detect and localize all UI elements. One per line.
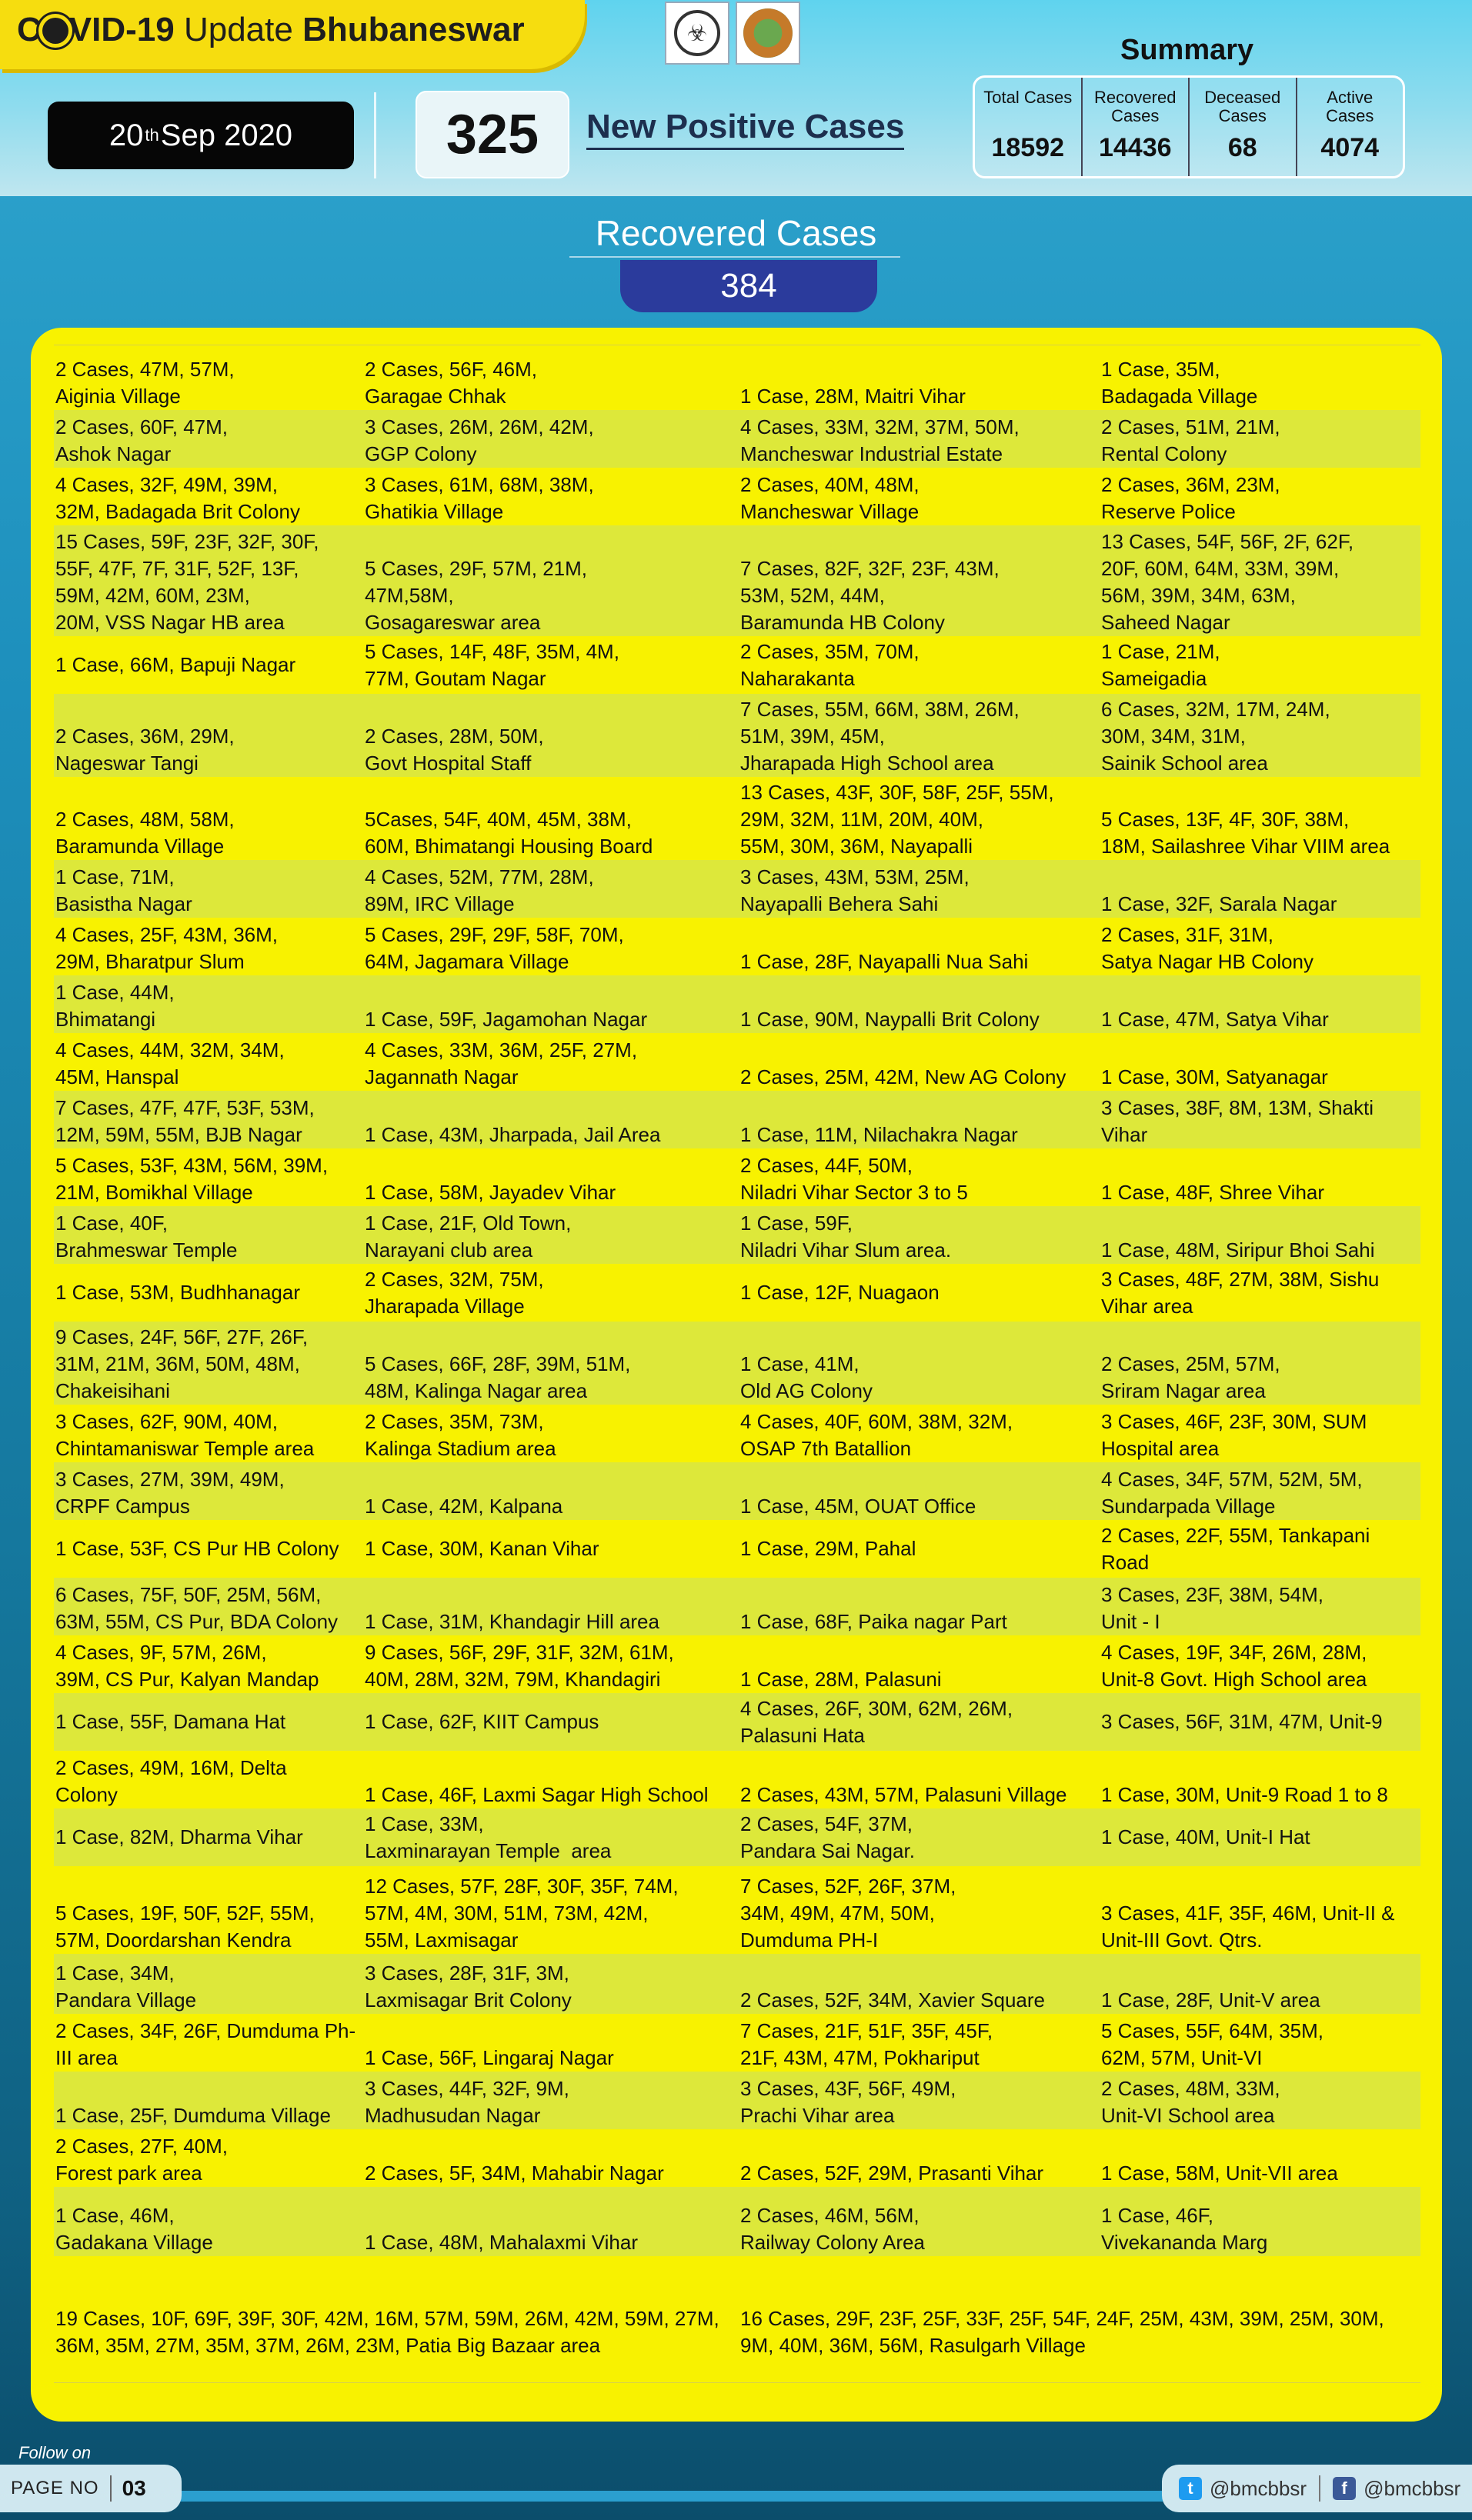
table-cell: 4 Cases, 19F, 34F, 26M, 28M, Unit-8 Govt. High School area xyxy=(1101,1641,1367,1691)
summary-label: Recovered Cases xyxy=(1094,88,1177,125)
table-cell: 1 Case, 68F, Paika nagar Part xyxy=(740,1610,1007,1633)
table-cell: 1 Case, 33M, Laxminarayan Temple area xyxy=(365,1812,612,1862)
table-cell: 7 Cases, 55M, 66M, 38M, 26M, 51M, 39M, 45M, Jharapada High School area xyxy=(740,698,1020,775)
summary-label: Deceased Cases xyxy=(1204,88,1281,125)
table-cell: 1 Case, 41M, Old AG Colony xyxy=(740,1352,873,1402)
recovered-cases-table xyxy=(54,345,1420,2256)
table-cell: 3 Cases, 48F, 27M, 38M, Sishu Vihar area xyxy=(1101,1267,1380,1318)
table-cell: 7 Cases, 47F, 47F, 53F, 53M, 12M, 59M, 55M, BJB Nagar xyxy=(55,1096,315,1146)
table-cell: 2 Cases, 52F, 34M, Xavier Square xyxy=(740,1988,1045,2012)
page-label: PAGE NO xyxy=(11,2478,99,2498)
table-cell: 2 Cases, 5F, 34M, Mahabir Nagar xyxy=(365,2162,664,2185)
table-row xyxy=(54,1322,1420,1405)
table-cell: 1 Case, 30M, Satyanagar xyxy=(1101,1065,1328,1088)
table-row xyxy=(54,1520,1420,1578)
table-cell: 1 Case, 82M, Dharma Vihar xyxy=(55,1825,303,1848)
table-row xyxy=(54,1148,1420,1206)
table-cell: 2 Cases, 36M, 23M, Reserve Police xyxy=(1101,473,1280,523)
facebook-icon[interactable]: f xyxy=(1333,2477,1356,2500)
table-row xyxy=(54,1264,1420,1322)
summary-box xyxy=(973,75,1405,178)
table-cell: 1 Case, 48M, Siripur Bhoi Sahi xyxy=(1101,1238,1375,1262)
emblem-icon: ☣ xyxy=(674,10,720,56)
table-cell: 5Cases, 54F, 40M, 45M, 38M, 60M, Bhimatangi Housing Board xyxy=(365,808,653,858)
table-cell: 4 Cases, 34F, 57M, 52M, 5M, Sundarpada Village xyxy=(1101,1468,1363,1518)
table-cell: 3 Cases, 46F, 23F, 30M, SUM Hospital area xyxy=(1101,1410,1367,1460)
summary-label: Active Cases xyxy=(1326,88,1374,125)
table-cell: 1 Case, 34M, Pandara Village xyxy=(55,1962,197,2012)
table-cell: 2 Cases, 44F, 50M, Niladri Vihar Sector 3 to 5 xyxy=(740,1154,968,1204)
table-row xyxy=(54,1578,1420,1635)
table-cell: 2 Cases, 46M, 56M, Railway Colony Area xyxy=(740,2204,925,2254)
table-cell: 1 Case, 46F, Laxmi Sagar High School xyxy=(365,1783,709,1806)
table-row xyxy=(54,1206,1420,1264)
table-row xyxy=(54,777,1420,860)
social-handles xyxy=(1162,2465,1472,2512)
table-cell: 13 Cases, 43F, 30F, 58F, 25F, 55M, 29M, 32M, 11M, 20M, 40M, 55M, 30M, 36M, Nayapalli xyxy=(740,781,1054,858)
page-title xyxy=(17,11,525,49)
summary-value: 14436 xyxy=(1098,133,1172,162)
table-row xyxy=(54,525,1420,636)
table-cell: 2 Cases, 32M, 75M, Jharapada Village xyxy=(365,1267,544,1318)
table-cell: 13 Cases, 54F, 56F, 2F, 62F, 20F, 60M, 64M, 33M, 39M, 56M, 39M, 34M, 63M, Saheed Nagar xyxy=(1101,530,1354,634)
table-cell: 7 Cases, 52F, 26F, 37M, 34M, 49M, 47M, 50M, Dumduma PH-I xyxy=(740,1875,956,1952)
table-cell: 1 Case, 56F, Lingaraj Nagar xyxy=(365,2046,614,2069)
table-cell: 2 Cases, 35M, 73M, Kalinga Stadium area xyxy=(365,1410,556,1460)
table-cell: 1 Case, 45M, OUAT Office xyxy=(740,1495,976,1518)
summary-value: 18592 xyxy=(991,133,1065,162)
recovered-cases-panel xyxy=(31,328,1442,2422)
table-cell: 1 Case, 58M, Unit-VII area xyxy=(1101,2162,1338,2185)
page-number-badge xyxy=(0,2465,182,2512)
table-cell: 1 Case, 12F, Nuagaon xyxy=(740,1281,940,1304)
page-divider xyxy=(110,2475,112,2502)
table-cell: 3 Cases, 43M, 53M, 25M, Nayapalli Behera Sahi xyxy=(740,865,970,915)
table-cell: 1 Case, 21M, Sameigadia xyxy=(1101,639,1220,690)
table-cell: 1 Case, 40M, Unit-I Hat xyxy=(1101,1825,1310,1848)
table-cell: 1 Case, 44M, Bhimatangi xyxy=(55,981,175,1031)
table-cell: 1 Case, 46F, Vivekananda Marg xyxy=(1101,2204,1268,2254)
table-cell: 1 Case, 30M, Unit-9 Road 1 to 8 xyxy=(1101,1783,1388,1806)
twitter-handle[interactable]: @bmcbbsr xyxy=(1210,2476,1307,2500)
table-cell: 1 Case, 47M, Satya Vihar xyxy=(1101,1008,1329,1031)
table-row xyxy=(54,1808,1420,1866)
table-cell: 4 Cases, 52M, 77M, 28M, 89M, IRC Village xyxy=(365,865,594,915)
table-cell: 2 Cases, 47M, 57M, Aiginia Village xyxy=(55,358,235,408)
table-cell: 2 Cases, 56F, 46M, Garagae Chhak xyxy=(365,358,537,408)
table-cell: 1 Case, 58M, Jayadev Vihar xyxy=(365,1181,616,1204)
table-row xyxy=(54,1462,1420,1520)
table-cell: 4 Cases, 33M, 32M, 37M, 50M, Mancheswar Industrial Estate xyxy=(740,415,1020,465)
summary-title: Summary xyxy=(1120,34,1254,66)
title-covid: VID-19 xyxy=(68,11,175,48)
table-row xyxy=(54,694,1420,777)
table-row xyxy=(54,1635,1420,1693)
title-city: Bhubaneswar xyxy=(302,11,525,48)
table-cell: 2 Cases, 27F, 40M, Forest park area xyxy=(55,2135,228,2185)
table-cell: 1 Case, 66M, Bapuji Nagar xyxy=(55,653,296,676)
table-cell: 15 Cases, 59F, 23F, 32F, 30F, 55F, 47F, 7F, 31F, 52F, 13F, 59M, 42M, 60M, 23M, 20M, VSS Nagar HB area xyxy=(55,530,319,634)
recovered-title: Recovered Cases xyxy=(595,213,877,253)
table-cell: 4 Cases, 33M, 36M, 25F, 27M, Jagannath Nagar xyxy=(365,1038,638,1088)
table-row xyxy=(54,975,1420,1033)
table-cell: 1 Case, 40F, Brahmeswar Temple xyxy=(55,1212,238,1262)
table-row xyxy=(54,468,1420,525)
table-cell: 3 Cases, 38F, 8M, 13M, Shakti Vihar xyxy=(1101,1096,1374,1146)
recovered-underline xyxy=(569,256,900,258)
table-cell: 1 Case, 31M, Khandagir Hill area xyxy=(365,1610,659,1633)
table-row xyxy=(54,918,1420,975)
table-cell: 4 Cases, 40F, 60M, 38M, 32M, OSAP 7th Batallion xyxy=(740,1410,1013,1460)
social-divider xyxy=(1319,2475,1320,2502)
table-row xyxy=(54,1866,1420,1954)
table-cell: 1 Case, 32F, Sarala Nagar xyxy=(1101,892,1337,915)
table-cell: 2 Cases, 48M, 33M, Unit-VI School area xyxy=(1101,2077,1280,2127)
table-cell: 1 Case, 90M, Naypalli Brit Colony xyxy=(740,1008,1040,1031)
table-cell: 1 Case, 53M, Budhhanagar xyxy=(55,1281,300,1304)
table-cell: 3 Cases, 61M, 68M, 38M, Ghatikia Village xyxy=(365,473,594,523)
table-cell: 2 Cases, 22F, 55M, Tankapani Road xyxy=(1101,1523,1370,1574)
table-row-last xyxy=(54,2293,1420,2383)
bmc-emblem-icon xyxy=(743,8,793,58)
table-cell: 4 Cases, 9F, 57M, 26M, 39M, CS Pur, Kalyan Mandap xyxy=(55,1641,319,1691)
summary-value: 68 xyxy=(1227,133,1257,162)
title-banner xyxy=(0,0,585,69)
table-cell: 3 Cases, 43F, 56F, 49M, Prachi Vihar area xyxy=(740,2077,956,2127)
table-row xyxy=(54,345,1420,410)
report-date xyxy=(48,102,354,169)
table-cell: 1 Case, 25F, Dumduma Village xyxy=(55,2104,331,2127)
table-row xyxy=(54,860,1420,918)
summary-label: Total Cases xyxy=(983,88,1073,107)
table-cell: 1 Case, 43M, Jharpada, Jail Area xyxy=(365,1123,661,1146)
table-cell: 3 Cases, 26M, 26M, 42M, GGP Colony xyxy=(365,415,594,465)
table-cell: 5 Cases, 55F, 64M, 35M, 62M, 57M, Unit-VI xyxy=(1101,2019,1324,2069)
table-cell: 9 Cases, 24F, 56F, 27F, 26F, 31M, 21M, 36M, 50M, 48M, Chakeisihani xyxy=(55,1325,309,1402)
table-cell: 1 Case, 46M, Gadakana Village xyxy=(55,2204,213,2254)
summary-deceased xyxy=(1190,78,1297,176)
table-cell: 1 Case, 11M, Nilachakra Nagar xyxy=(740,1123,1018,1146)
table-cell: 5 Cases, 29F, 57M, 21M, 47M,58M, Gosagareswar area xyxy=(365,557,588,634)
facebook-handle[interactable]: @bmcbbsr xyxy=(1364,2476,1461,2500)
table-cell: 7 Cases, 82F, 32F, 23F, 43M, 53M, 52M, 44M, Baramunda HB Colony xyxy=(740,557,1000,634)
table-cell: 2 Cases, 34F, 26F, Dumduma Ph- III area xyxy=(55,2019,356,2069)
table-row xyxy=(54,1693,1420,1751)
table-row xyxy=(54,2072,1420,2129)
page-number: 03 xyxy=(122,2476,146,2500)
table-cell: 1 Case, 28M, Palasuni xyxy=(740,1668,942,1691)
table-cell: 1 Case, 28M, Maitri Vihar xyxy=(740,385,966,408)
date-suffix: th xyxy=(145,125,159,145)
table-cell: 4 Cases, 25F, 43M, 36M, 29M, Bharatpur Slum xyxy=(55,923,279,973)
table-cell: 4 Cases, 26F, 30M, 62M, 26M, Palasuni Hata xyxy=(740,1696,1013,1747)
date-month-year: Sep 2020 xyxy=(160,118,293,152)
table-cell: 2 Cases, 25M, 42M, New AG Colony xyxy=(740,1065,1066,1088)
table-cell: 2 Cases, 43M, 57M, Palasuni Village xyxy=(740,1783,1067,1806)
table-cell: 2 Cases, 49M, 16M, Delta Colony xyxy=(55,1756,287,1806)
table-cell: 1 Case, 29M, Pahal xyxy=(740,1537,916,1560)
table-cell: 5 Cases, 66F, 28F, 39M, 51M, 48M, Kalinga Nagar area xyxy=(365,1352,631,1402)
table-cell: 2 Cases, 48M, 58M, Baramunda Village xyxy=(55,808,235,858)
table-cell: 1 Case, 28F, Unit-V area xyxy=(1101,1988,1320,2012)
table-cell: 1 Case, 48M, Mahalaxmi Vihar xyxy=(365,2231,639,2254)
table-cell: 5 Cases, 13F, 4F, 30F, 38M, 18M, Sailashree Vihar VIIM area xyxy=(1101,808,1390,858)
date-day: 20 xyxy=(108,118,144,152)
table-cell: 19 Cases, 10F, 69F, 39F, 30F, 42M, 16M, 57M, 59M, 26M, 42M, 59M, 27M, 36M, 35M, 27M, 35M, 37M, 26M, 23M, Patia Big Bazaar area xyxy=(55,2307,719,2357)
table-cell: 3 Cases, 41F, 35F, 46M, Unit-II & Unit-III Govt. Qtrs. xyxy=(1101,1902,1395,1952)
table-cell: 2 Cases, 40M, 48M, Mancheswar Village xyxy=(740,473,920,523)
table-row xyxy=(54,2014,1420,2072)
table-cell: 9 Cases, 56F, 29F, 31F, 32M, 61M, 40M, 28M, 32M, 79M, Khandagiri xyxy=(365,1641,674,1691)
table-cell: 3 Cases, 62F, 90M, 40M, Chintamaniswar Temple area xyxy=(55,1410,315,1460)
table-cell: 1 Case, 59F, Jagamohan Nagar xyxy=(365,1008,648,1031)
title-update: Update xyxy=(174,11,303,48)
summary-total xyxy=(975,78,1083,176)
table-cell: 6 Cases, 75F, 50F, 25M, 56M, 63M, 55M, CS Pur, BDA Colony xyxy=(55,1583,339,1633)
table-cell: 2 Cases, 31F, 31M, Satya Nagar HB Colony xyxy=(1101,923,1314,973)
table-cell: 5 Cases, 19F, 50F, 52F, 55M, 57M, Doordarshan Kendra xyxy=(55,1902,315,1952)
table-row xyxy=(54,1954,1420,2014)
table-cell: 5 Cases, 29F, 29F, 58F, 70M, 64M, Jagamara Village xyxy=(365,923,624,973)
table-cell: 2 Cases, 52F, 29M, Prasanti Vihar xyxy=(740,2162,1044,2185)
table-cell: 2 Cases, 51M, 21M, Rental Colony xyxy=(1101,415,1280,465)
new-positive-count: 325 xyxy=(416,91,569,178)
table-cell: 3 Cases, 23F, 38M, 54M, Unit - I xyxy=(1101,1583,1324,1633)
table-row xyxy=(54,2187,1420,2256)
new-positive-label: New Positive Cases xyxy=(586,108,904,150)
table-cell: 1 Case, 48F, Shree Vihar xyxy=(1101,1181,1325,1204)
table-cell: 3 Cases, 56F, 31M, 47M, Unit-9 xyxy=(1101,1710,1383,1733)
table-cell: 2 Cases, 60F, 47M, Ashok Nagar xyxy=(55,415,228,465)
table-row xyxy=(54,1033,1420,1091)
table-cell: 1 Case, 35M, Badagada Village xyxy=(1101,358,1258,408)
virus-icon xyxy=(42,18,68,44)
summary-value: 4074 xyxy=(1320,133,1380,162)
table-cell: 5 Cases, 14F, 48F, 35M, 4M, 77M, Goutam Nagar xyxy=(365,639,619,690)
table-cell: 4 Cases, 32F, 49M, 39M, 32M, Badagada Brit Colony xyxy=(55,473,300,523)
table-cell: 1 Case, 30M, Kanan Vihar xyxy=(365,1537,599,1560)
table-row xyxy=(54,410,1420,468)
summary-recovered xyxy=(1083,78,1190,176)
table-cell: 1 Case, 21F, Old Town, Narayani club area xyxy=(365,1212,572,1262)
table-cell: 2 Cases, 36M, 29M, Nageswar Tangi xyxy=(55,725,235,775)
title-prefix: C xyxy=(17,11,42,48)
twitter-icon[interactable]: t xyxy=(1179,2477,1202,2500)
odisha-emblem-logo xyxy=(665,2,729,65)
table-cell: 2 Cases, 25M, 57M, Sriram Nagar area xyxy=(1101,1352,1280,1402)
table-cell: 1 Case, 59F, Niladri Vihar Slum area. xyxy=(740,1212,952,1262)
table-cell: 7 Cases, 21F, 51F, 35F, 45F, 21F, 43M, 47M, Pokhariput xyxy=(740,2019,993,2069)
summary-active xyxy=(1297,78,1404,176)
table-row xyxy=(54,1751,1420,1808)
table-cell: 5 Cases, 53F, 43M, 56M, 39M, 21M, Bomikhal Village xyxy=(55,1154,329,1204)
table-cell: 1 Case, 42M, Kalpana xyxy=(365,1495,563,1518)
table-cell: 6 Cases, 32M, 17M, 24M, 30M, 34M, 31M, Sainik School area xyxy=(1101,698,1330,775)
table-cell: 12 Cases, 57F, 28F, 30F, 35F, 74M, 57M, 4M, 30M, 51M, 73M, 42M, 55M, Laxmisagar xyxy=(365,1875,679,1952)
header-divider xyxy=(374,92,376,178)
table-cell: 2 Cases, 54F, 37M, Pandara Sai Nagar. xyxy=(740,1812,915,1862)
table-cell: 3 Cases, 27M, 39M, 49M, CRPF Campus xyxy=(55,1468,285,1518)
table-row xyxy=(54,1405,1420,1462)
header xyxy=(0,0,1472,196)
table-cell: 1 Case, 71M, Basistha Nagar xyxy=(55,865,192,915)
table-cell: 1 Case, 28F, Nayapalli Nua Sahi xyxy=(740,950,1029,973)
table-cell: 1 Case, 62F, KIIT Campus xyxy=(365,1710,599,1733)
table-cell: 4 Cases, 44M, 32M, 34M, 45M, Hanspal xyxy=(55,1038,285,1088)
table-cell: 2 Cases, 28M, 50M, Govt Hospital Staff xyxy=(365,725,544,775)
table-row xyxy=(54,1091,1420,1148)
bmc-logo xyxy=(736,2,800,65)
table-cell: 1 Case, 53F, CS Pur HB Colony xyxy=(55,1537,339,1560)
table-cell: 16 Cases, 29F, 23F, 25F, 33F, 25F, 54F, 24F, 25M, 43M, 39M, 25M, 30M, 9M, 40M, 36M, 56M, Rasulgarh Village xyxy=(740,2307,1384,2357)
table-cell: 3 Cases, 44F, 32F, 9M, Madhusudan Nagar xyxy=(365,2077,569,2127)
recovered-count: 384 xyxy=(620,260,877,312)
table-row xyxy=(54,2129,1420,2187)
follow-on-label: Follow on xyxy=(18,2443,92,2462)
table-cell: 2 Cases, 35M, 70M, Naharakanta xyxy=(740,639,920,690)
table-cell: 1 Case, 55F, Damana Hat xyxy=(55,1710,286,1733)
table-row xyxy=(54,636,1420,694)
table-cell: 3 Cases, 28F, 31F, 3M, Laxmisagar Brit Colony xyxy=(365,1962,572,2012)
